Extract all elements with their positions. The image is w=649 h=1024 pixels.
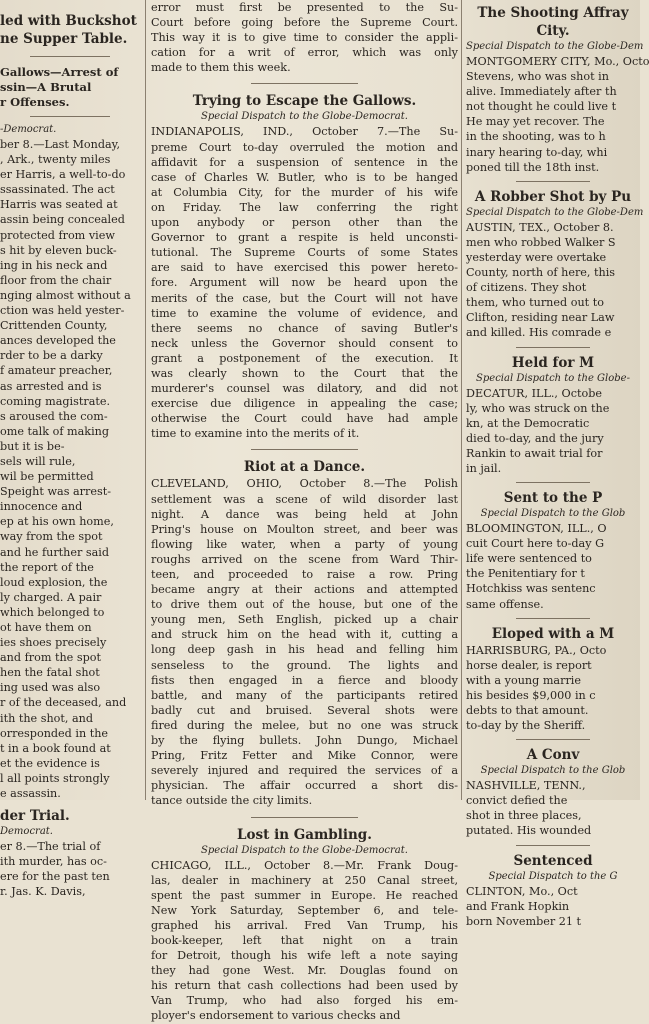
text-line: ction was held yester- [0,304,125,318]
separator [516,845,590,846]
text-line: they had gone West. Mr. Douglas found on [151,964,458,978]
text-line: time to examine the volume of evidence, and [151,306,458,320]
text-line: yesterday were overtake [466,250,607,264]
text-line: night. A dance was being held at John [151,507,458,521]
separator [30,116,110,117]
text-line: ssassinated. The act [0,183,115,197]
text-line: roughs arrived on the scene from Ward Thir- [151,552,458,566]
text-line: died to-day, and the jury [466,431,604,445]
text-line: upon anybody or person other than the [151,216,458,230]
story-headline: Sentenced [513,852,593,869]
text-line: coming magistrate. [0,394,111,408]
story-body [151,858,458,1024]
text-line: Pring's house on Moulton street, and beer was [151,522,458,536]
text-line: assin being concealed [0,213,125,227]
text-line: which belonged to [0,605,105,619]
text-line: by the flying bullets. John Dungo, Michael [151,734,458,748]
text-line: r of the deceased, and [0,696,127,710]
text-line: spent the past summer in Europe. He reached [151,888,458,902]
text-line: settlement was a scene of wild disorder last [151,492,458,506]
text-line: not thought he could live t [466,100,617,114]
text-line: sels will rule, [0,454,76,468]
right-column [466,0,649,928]
text-line: hen the fatal shot [0,666,100,680]
text-line: his return that cash collections had been used by [151,979,458,993]
text-line: severely injured and required the services of a [151,764,458,778]
story-body [466,778,640,838]
text-line: in the shooting, was to h [466,130,606,144]
story-headline: Held for M [511,354,595,371]
text-line: fired during the melee, but no one was struck [151,718,458,732]
text-line: Van Trump, who had also forged his em- [151,994,458,1008]
story-headline: Trying to Escape the Gallows. [192,93,417,110]
text-line: to-day by the Sheriff. [466,719,586,733]
text-line: ances developed the [0,334,116,348]
text-line: alive. Immediately after th [466,85,617,99]
text-line: ith the shot, and [0,711,94,725]
story-body [466,521,640,612]
text-line: horse dealer, is report [466,658,592,672]
text-line: shot in three places, [466,809,582,823]
story-headline: A Conv [526,747,580,764]
text-line: cuit Court here to-day G [466,537,605,551]
text-line: f amateur preacher, [0,364,113,378]
text-line: fore. Argument will now be heard upon the [151,276,458,290]
text-line: grant a postponement of the execution. It [151,351,458,365]
text-line: to drive them out of the house, but one of the [151,598,458,612]
text-line: inary hearing to-day, whi [466,145,608,159]
left-dateline-2: Democrat. [0,826,53,838]
text-line: and from the spot [0,651,101,665]
text-line: ing in his neck and [0,258,108,272]
text-line: las, dealer in machinery at 250 Canal street, [151,873,458,887]
text-line: time to examine into the merits of it. [151,427,360,441]
text-line: Court before going before the Supreme Court. [151,16,458,30]
text-line: born November 21 t [466,914,582,928]
text-line: badly cut and bruised. Several shots were [151,703,458,717]
text-line: This way it is to give time to consider the appli- [151,31,458,45]
text-line: Governor to grant a respite is held unconsti- [151,231,458,245]
text-line: putated. His wounded [466,824,592,838]
text-line: long deep gash in his head and felling him [151,643,458,657]
text-line: protected from view [0,228,115,242]
story-dateline: Special Dispatch to the Glob [480,508,626,520]
text-line: convict defied the [466,794,568,808]
text-line: NASHVILLE, TENN., [466,779,586,793]
text-line: ere for the past ten [0,870,110,884]
text-line: Harris was seated at [0,198,118,212]
text-line: neck unless the Governor should consent to [151,336,458,350]
story-body [151,476,458,808]
text-line: men who robbed Walker S [466,235,616,249]
text-line: AUSTIN, TEX., October 8. [466,220,614,234]
text-line: at Columbia City, for the murder of his wife [151,185,458,199]
text-line: book-keeper, left that night on a train [151,933,458,947]
text-line: rder to be a darky [0,349,103,363]
text-line: ies shoes precisely [0,636,107,650]
text-line: battle, and many of the participants retired [151,688,458,702]
separator [251,817,358,818]
text-line: with a young marrie [466,673,581,687]
text-line: young men, Seth English, picked up a chair [151,613,458,627]
text-line: murderer's counsel was dilatory, and did not [151,382,458,396]
separator [251,83,358,84]
text-line: in jail. [466,461,502,475]
text-line: DECATUR, ILL., Octobe [466,386,602,400]
story-body [151,124,458,441]
text-line: was clearly shown to the Court that the [151,366,458,380]
text-line: the report of the [0,560,94,574]
text-line: his besides $9,000 in c [466,688,596,702]
text-line: Stevens, who was shot in [466,70,609,84]
story-body [466,386,640,477]
text-line: them, who turned out to [466,296,604,310]
text-line: , Ark., twenty miles [0,153,111,167]
text-line: ing used was also [0,681,101,695]
text-line: innocence and [0,500,83,514]
text-line: CHICAGO, ILL., October 8.—Mr. Frank Doug- [151,858,458,872]
text-line: nging almost without a [0,288,131,302]
text-line: floor from the chair [0,273,112,287]
text-line: County, north of here, this [466,266,616,280]
text-line: but it is be- [0,439,65,453]
story-dateline: Special Dispatch to the Globe- [476,372,630,384]
text-line: same offense. [466,597,544,611]
text-line: wil be permitted [0,470,94,484]
text-line: ber 8.—Last Monday, [0,138,121,151]
story-body [466,220,640,341]
text-line: Hotchkiss was sentenc [466,582,596,596]
text-line: of citizens. They shot [466,281,587,295]
story-headline: Sent to the P [503,490,603,507]
story-headline: Eloped with a M [491,625,615,642]
column-rule [461,0,462,800]
text-line: teen, and proceeded to raise a row. Pring [151,568,458,581]
text-line: senseless to the ground. The lights and [151,658,458,672]
text-line: life were sentenced to [466,552,592,566]
left-subhead: ssin—A Brutal [0,80,92,94]
text-line: CLEVELAND, OHIO, October 8.—The Polish [151,477,458,491]
text-line: made to them this week. [151,61,291,75]
text-line: case of Charles W. Butler, who is to be hanged [151,170,458,184]
text-line: there seems no chance of saving Butler's [151,321,458,335]
text-line: and killed. His comrade e [466,326,612,340]
column-rule [145,0,146,800]
separator [251,449,358,450]
text-line: ployer's endorsement to various checks and [151,1009,401,1023]
text-line: for Detroit, though his wife left a note saying [151,949,458,963]
text-line: ly charged. A pair [0,590,102,604]
text-line: the Penitentiary for t [466,567,585,581]
text-line: er 8.—The trial of [0,840,101,854]
text-line: cation for a writ of error, which was only [151,46,458,60]
story-body [466,884,640,929]
text-line: Clifton, residing near Law [466,311,615,325]
separator [516,739,590,740]
left-dateline: -Democrat. [0,124,57,135]
text-line: INDIANAPOLIS, IND., October 7.—The Su- [151,125,458,139]
text-line: on Friday. The law conferring the right [151,200,458,214]
text-line: s hit by eleven buck- [0,243,117,257]
separator [516,181,590,182]
story-body [466,54,649,175]
text-line: HARRISBURG, PA., Octo [466,643,607,657]
text-line: He may yet recover. The [466,115,605,129]
text-line: orresponded in the [0,726,109,740]
text-line: merits of the case, but the Court will not have [151,291,458,305]
text-line: exercise due diligence in appealing the case; [151,397,458,411]
text-line: et the evidence is [0,756,100,770]
story-body [466,643,640,734]
text-line: r. Jas. K. Davis, [0,885,86,899]
text-line: s aroused the com- [0,409,108,423]
separator [516,482,590,483]
text-line: flowing like water, when a party of young [151,537,458,551]
story-dateline: Special Dispatch to the Glob [480,765,626,777]
left-subhead: r Offenses. [0,95,70,109]
left-subhead: Gallows—Arrest of [0,65,119,79]
text-line: tance outside the city limits. [151,794,313,808]
text-line: l all points strongly [0,771,110,785]
text-line: and he further said [0,545,110,559]
text-line: ome talk of making [0,424,110,438]
text-line: New York Saturday, September 6, and tele- [151,903,458,917]
text-line: are said to have exercised this power hereto- [151,261,458,275]
separator [516,618,590,619]
text-line: poned till the 18th inst. [466,160,600,174]
text-line: and Frank Hopkin [466,899,570,913]
text-line: graphed his arrival. Fred Van Trump, his [151,918,458,932]
text-line: CLINTON, Mo., Oct [466,884,578,898]
text-line: e assassin. [0,787,61,801]
story-headline: A Robber Shot by Pu [474,188,632,205]
separator [30,56,110,57]
text-line: affidavit for a suspension of sentence in the [151,155,458,169]
text-line: error must first be presented to the Su- [151,1,458,14]
text-line: Crittenden County, [0,319,108,333]
text-line: physician. The affair occurred a short dis- [151,779,458,793]
story-dateline: Special Dispatch to the Globe-Dem [466,206,644,218]
text-line: BLOOMINGTON, ILL., O [466,522,607,536]
text-line: ot have them on [0,621,92,634]
separator [516,347,590,348]
story-headline: Lost in Gambling. [237,826,372,843]
text-line: tutional. The Supreme Courts of some States [151,246,458,260]
text-line: Speight was arrest- [0,485,111,499]
story-headline: The Shooting Affray [477,5,629,21]
center-column [151,0,458,1023]
text-line: ep at his own home, [0,515,114,529]
story-dateline: Special Dispatch to the G [488,870,618,882]
text-line: became angry at their actions and attempted [151,583,458,597]
text-line: way from the spot [0,530,103,544]
text-line: Pring, Fritz Fetter and Mike Connor, were [151,749,458,763]
center-top-text [151,0,458,75]
text-line: and struck him on the head with it, cutting a [151,628,458,642]
text-line: Rankin to await trial for [466,446,603,460]
story-dateline: Special Dispatch to the Globe-Democrat. [201,111,408,123]
text-line: loud explosion, the [0,575,108,589]
text-line: ith murder, has oc- [0,855,107,869]
left-subhead-2: der Trial. [0,808,70,825]
text-line: preme Court to-day overruled the motion and [151,140,458,154]
text-line: kn, at the Democratic [466,416,590,430]
story-headline: Riot at a Dance. [243,459,366,476]
text-line: ly, who was struck on the [466,401,610,415]
text-line: t in a book found at [0,741,111,755]
left-body-2 [0,839,140,899]
text-line: er Harris, a well-to-do [0,168,126,182]
text-line: otherwise the Court could have had ample [151,412,458,426]
story-dateline: Special Dispatch to the Globe-Dem [466,41,644,52]
text-line: as arrested and is [0,379,102,393]
left-body [0,137,140,801]
text-line: debts to that amount. [466,704,589,717]
text-line: fists then engaged in a fierce and bloody [151,673,458,687]
left-column [0,0,140,899]
story-dateline: Special Dispatch to the Globe-Democrat. [201,844,408,856]
story-headline: City. [536,23,570,39]
left-headline: led with Buckshot [0,13,137,29]
left-headline: ne Supper Table. [0,31,128,47]
text-line: MONTGOMERY CITY, Mo., Octo [466,55,649,68]
